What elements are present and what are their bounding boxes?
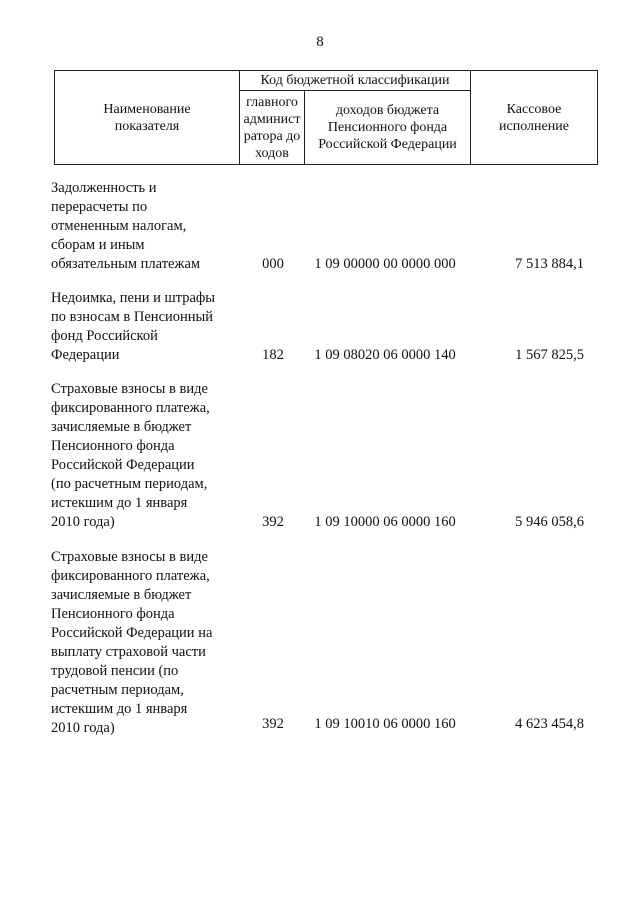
row-name: Недоимка, пени и штрафы по взносам в Пенсионный фонд Российской Федерации [51, 290, 216, 363]
header-code-group-cell [239, 70, 471, 91]
header-revenue-label: доходов бюджета Пенсионного фонда Российской Федерации [318, 103, 457, 152]
page-number: 8 [316, 34, 324, 50]
row-admin-code: 000 [262, 256, 284, 272]
row-admin-code: 392 [262, 716, 284, 732]
row-name: Задолженность и перерасчеты по отмененным налогам, сборам и иным обязательным платежам [51, 180, 201, 272]
header-name-cell [54, 70, 240, 165]
header-revenue-cell [304, 90, 471, 165]
row-name: Страховые взносы в виде фиксированного платежа, зачисляемые в бюджет Пенсионного фонда Российской Федерации (по расчетным периодам, истекшим до 1 января 2010 года) [51, 381, 210, 530]
row-revenue-code: 1 09 10010 06 0000 160 [314, 716, 456, 732]
row-amount: 5 946 058,6 [515, 514, 584, 530]
row-revenue-code: 1 09 08020 06 0000 140 [314, 347, 456, 363]
header-amount-cell [470, 70, 598, 165]
header-code-group-label: Код бюджетной классификации [260, 73, 450, 88]
row-revenue-code: 1 09 00000 00 0000 000 [314, 256, 456, 272]
header-admin-label: главного администратора доходов [243, 94, 301, 161]
row-amount: 1 567 825,5 [515, 347, 584, 363]
row-amount: 4 623 454,8 [515, 716, 584, 732]
header-admin-cell [239, 90, 305, 165]
row-amount: 7 513 884,1 [515, 256, 584, 272]
header-amount-label: Кассовое исполнение [499, 101, 569, 134]
row-revenue-code: 1 09 10000 06 0000 160 [314, 514, 456, 530]
row-name: Страховые взносы в виде фиксированного платежа, зачисляемые в бюджет Пенсионного фонда Российской Федерации на выплату страховой части трудовой пенсии (по расчетным периодам, истекшим до 1 января 2010 года) [51, 549, 213, 736]
header-name-label: Наименование показателя [103, 101, 191, 134]
row-admin-code: 182 [262, 347, 284, 363]
row-admin-code: 392 [262, 514, 284, 530]
